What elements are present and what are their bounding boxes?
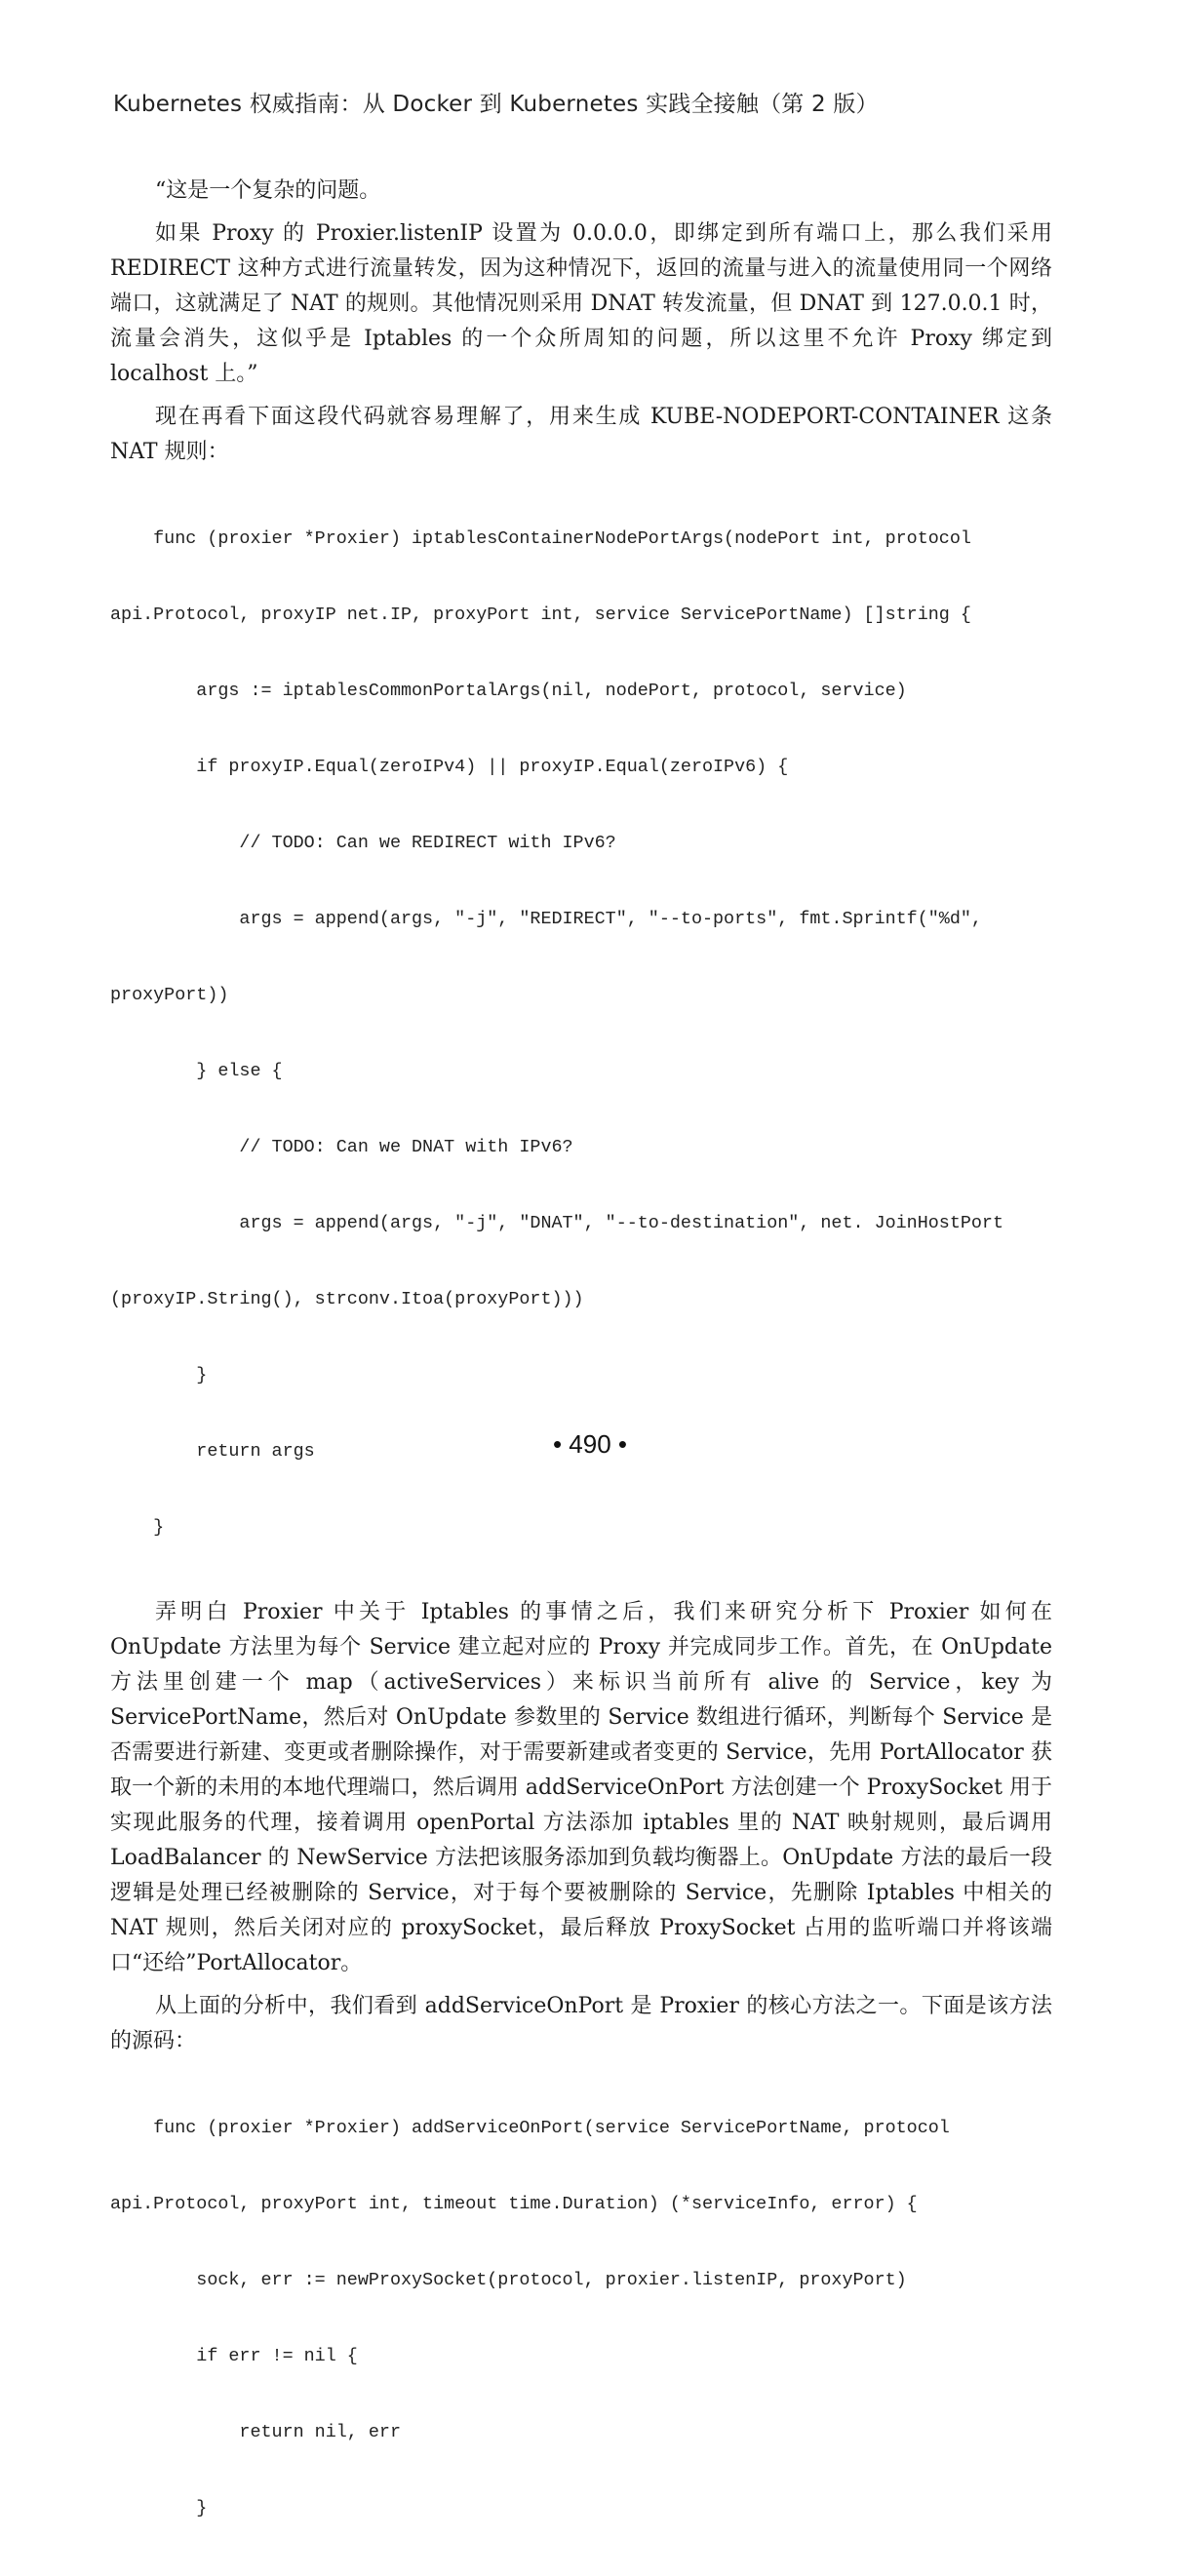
paragraph-onupdate-analysis: 弄明白 Proxier 中关于 Iptables 的事情之后，我们来研究分析下 Proxier 如何在 OnUpdate 方法里为每个 Service 建立起对应的 Proxy 并完成同步工作。首先，在 OnUpdate 方法里创建一个 map（activeServices）来标识当前所有 alive 的 Service，key 为 ServicePortName，然后对 OnUpdate 参数里的 Service 数组进行循环，判断每个 Service 是否需要进行新建、变更或者删除操作，对于需要新建或者变更的 Service，先用 PortAllocator 获取一个新的未用的本地代理端口，然后调用 addServiceOnPort 方法创建一个 ProxySocket 用于实现此服务的代理，接着调用 openPortal 方法添加 iptables 里的 NAT 映射规则，最后调用 LoadBalancer 的 NewService 方法把该服务添加到负载均衡器上。OnUpdate 方法的最后一段逻辑是处理已经被删除的 Service，对于每个要被删除的 Service，先删除 Iptables 中相关的 NAT 规则，然后关闭对应的 proxySocket，最后释放 ProxySocket 占用的监听端口并将该端口“还给”PortAllocator。 <box>110 1600 1052 1975</box>
code-line: sock, err := newProxySocket(protocol, proxier.listenIP, proxyPort) <box>110 2270 907 2290</box>
code-line: } <box>110 1365 208 1386</box>
paragraph-redirect-explanation: 如果 Proxy 的 Proxier.listenIP 设置为 0.0.0.0，即绑定到所有端口上，那么我们采用 REDIRECT 这种方式进行流量转发，因为这种情况下，返回的流量与进入的流量使用同一个网络端口，这就满足了 NAT 的规则。其他情况则采用 DNAT 转发流量，但 DNAT 到 127.0.0.1 时，流量会消失，这似乎是 Iptables 的一个众所周知的问题，所以这里不允许 Proxy 绑定到 localhost 上。” <box>110 221 1052 386</box>
code-line: return nil, err <box>110 2422 401 2442</box>
code-line: (proxyIP.String(), strconv.Itoa(proxyPort))) <box>110 1289 584 1309</box>
code-line: func (proxier *Proxier) addServiceOnPort(service ServicePortName, protocol <box>110 2118 950 2138</box>
code-line: proxyPort)) <box>110 985 229 1005</box>
running-header: Kubernetes 权威指南：从 Docker 到 Kubernetes 实践全接触（第 2 版） <box>113 92 879 117</box>
code-line: if proxyIP.Equal(zeroIPv4) || proxyIP.Equal(zeroIPv6) { <box>110 757 789 777</box>
code-line: // TODO: Can we DNAT with IPv6? <box>110 1137 573 1157</box>
code-line: api.Protocol, proxyIP net.IP, proxyPort int, service ServicePortName) []string { <box>110 605 971 625</box>
code-line: } <box>110 1517 165 1538</box>
page-content <box>110 174 1052 2576</box>
code-line: api.Protocol, proxyPort int, timeout time.Duration) (*serviceInfo, error) { <box>110 2194 918 2214</box>
code-line: func (proxier *Proxier) iptablesContainerNodePortArgs(nodePort int, protocol <box>110 528 971 549</box>
code-block-add-service-on-port <box>110 2065 1052 2572</box>
code-line: args = append(args, "-j", "REDIRECT", "--to-ports", fmt.Sprintf("%d", <box>110 909 982 929</box>
code-line: } else { <box>110 1061 283 1081</box>
code-line: args = append(args, "-j", "DNAT", "--to-destination", net. JoinHostPort <box>110 1213 1004 1233</box>
code-block-iptables-container-nodeport-args <box>110 476 1052 1591</box>
code-line: args := iptablesCommonPortalArgs(nil, nodePort, protocol, service) <box>110 681 907 701</box>
paragraph-nodeport-rule-intro: 现在再看下面这段代码就容易理解了，用来生成 KUBE-NODEPORT-CONTAINER 这条 NAT 规则： <box>110 405 1052 464</box>
paragraph-quote-start: “这是一个复杂的问题。 <box>155 178 381 203</box>
page-number: • 490 • <box>552 1429 628 1459</box>
code-line: if err != nil { <box>110 2346 358 2366</box>
code-line: return args <box>110 1441 315 1462</box>
code-line: } <box>110 2498 208 2518</box>
code-line: // TODO: Can we REDIRECT with IPv6? <box>110 833 616 853</box>
paragraph-addserviceonport-intro: 从上面的分析中，我们看到 addServiceOnPort 是 Proxier 的核心方法之一。下面是该方法的源码： <box>110 1994 1052 2053</box>
